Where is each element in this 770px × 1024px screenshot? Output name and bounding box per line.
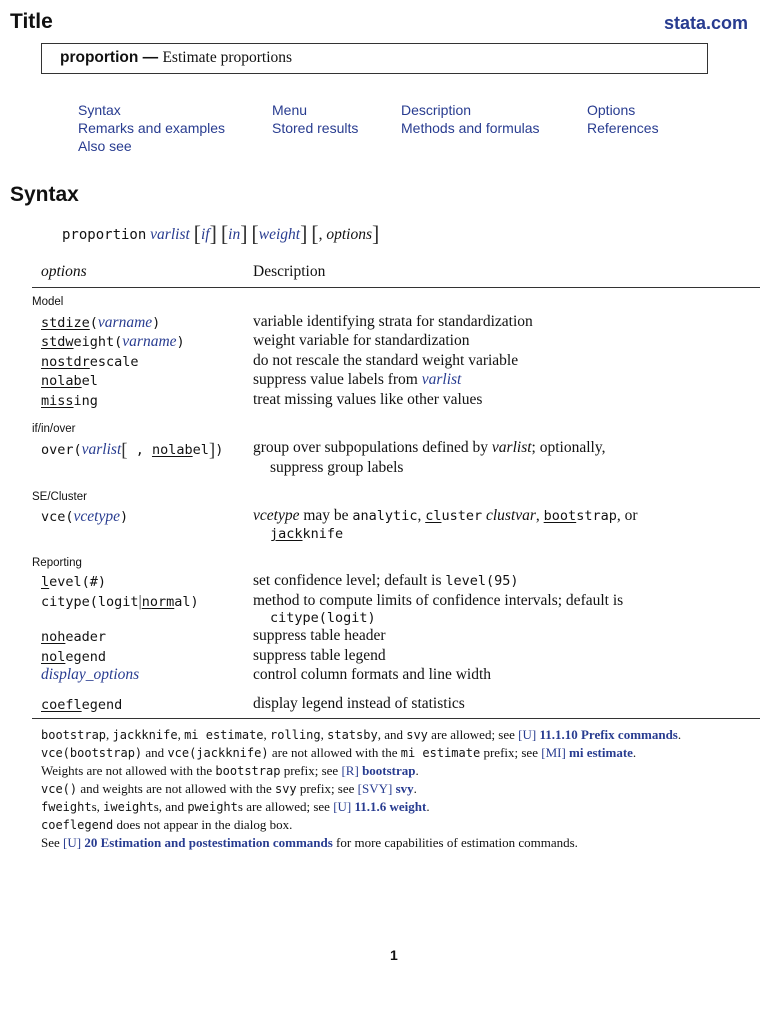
note-text: prefix; see — [280, 763, 342, 778]
desc-citype: method to compute limits of confidence intervals; default is — [253, 592, 624, 609]
bracket-close: ] — [372, 221, 380, 246]
title-box — [41, 43, 708, 74]
note-text: and weights are not allowed with the — [77, 781, 275, 796]
desc-abbrev: jack — [270, 526, 303, 542]
note-text: are not allowed with the — [268, 745, 401, 760]
bracket-open: [ — [193, 221, 201, 246]
desc-stdize: variable identifying strata for standardization — [253, 313, 533, 330]
note-mono: vce(jackknife) — [167, 746, 269, 760]
note-text: and — [142, 745, 168, 760]
note-text: . — [415, 763, 419, 778]
option-rest: egend — [65, 649, 107, 665]
option-missing — [41, 392, 98, 410]
option-rest: al) — [174, 594, 199, 610]
option-abbrev: stdize — [41, 315, 90, 331]
manual-ref-link[interactable]: [U] — [518, 727, 537, 742]
desc-coeflegend: display legend instead of statistics — [253, 695, 465, 712]
bootstrap-link[interactable]: bootstrap — [362, 763, 416, 778]
desc-text: , or — [616, 507, 638, 524]
prefix-commands-link[interactable]: 11.1.10 Prefix commands — [539, 727, 678, 742]
option-abbrev: nol — [41, 649, 66, 665]
toc-options-link[interactable]: Options — [587, 102, 636, 118]
option-rest: ( — [89, 315, 98, 331]
note-text: Weights are not allowed with the — [41, 763, 216, 778]
note-mono: bootstrap — [215, 764, 281, 778]
group-label-se-cluster: SE/Cluster — [32, 491, 87, 503]
note-text: . — [426, 799, 430, 814]
option-display-options-link[interactable]: display_options — [41, 666, 140, 683]
option-abbrev: stdw — [41, 334, 74, 350]
option-close: ) — [152, 315, 161, 331]
option-close: ) — [119, 509, 129, 525]
option-citype — [41, 593, 199, 611]
bracket-open: [ — [220, 221, 229, 246]
option-close: ) — [215, 442, 224, 458]
desc-analytic: analytic — [352, 508, 418, 524]
bracket-open: [ — [121, 440, 128, 461]
note-weights-bootstrap — [41, 763, 419, 779]
desc-noheader: suppress table header — [253, 627, 386, 644]
syntax-heading: Syntax — [10, 183, 79, 206]
desc-text: , — [417, 507, 426, 524]
title-dash: — — [138, 49, 163, 66]
syntax-comma: , — [318, 226, 323, 243]
option-abbrev: noh — [41, 629, 66, 645]
option-rest: escale — [89, 354, 139, 370]
syntax-varlist-link[interactable]: varlist — [150, 226, 190, 243]
note-mono: iweight — [103, 800, 154, 814]
note-text: . — [677, 727, 682, 742]
toc-references-link[interactable]: References — [587, 120, 659, 136]
option-abbrev: nolab — [151, 442, 193, 458]
desc-nostdrescale: do not rescale the standard weight variable — [253, 352, 519, 369]
mi-estimate-link[interactable]: mi estimate — [569, 745, 633, 760]
desc-text: ; optionally, — [531, 439, 606, 456]
table-footer-rule — [32, 718, 760, 719]
option-level — [41, 573, 106, 591]
syntax-line — [62, 221, 379, 247]
desc-over-line2: suppress group labels — [270, 459, 404, 476]
option-arg-link[interactable]: vcetype — [73, 508, 120, 525]
option-rest: eight( — [73, 334, 123, 350]
note-mono: bootstrap — [41, 728, 107, 742]
note-mono: coeflegend — [41, 818, 114, 832]
option-abbrev: nostdr — [41, 354, 90, 370]
option-comma: , — [127, 442, 152, 458]
varlist-link[interactable]: varlist — [421, 371, 462, 388]
note-see-also — [41, 835, 578, 851]
note-mono: vce() — [41, 782, 78, 796]
desc-vcetype: vcetype — [253, 507, 300, 524]
option-rest: citype(logit — [41, 594, 139, 610]
note-text: , — [263, 727, 271, 742]
desc-over — [253, 439, 605, 457]
desc-mono: uster — [441, 508, 483, 524]
note-mono: vce(bootstrap) — [41, 746, 143, 760]
option-over — [41, 440, 223, 462]
option-abbrev: l — [41, 574, 50, 590]
option-bar: | — [138, 593, 142, 610]
weight-link[interactable]: 11.1.6 weight — [354, 799, 427, 814]
option-rest: ing — [73, 393, 98, 409]
page-header-title: Title — [10, 10, 53, 33]
toc-stored-results-link[interactable]: Stored results — [272, 120, 359, 136]
desc-citype-line2 — [270, 609, 376, 627]
desc-abbrev: cl — [425, 508, 442, 524]
option-rest: el — [81, 373, 98, 389]
bracket-open: [ — [311, 221, 319, 246]
bracket-close: ] — [240, 221, 248, 246]
option-stdweight — [41, 333, 185, 351]
note-mono: fweight — [41, 800, 92, 814]
note-text: are allowed; see — [427, 727, 519, 742]
desc-clustvar: clustvar — [485, 507, 536, 524]
toc-description-link[interactable]: Description — [401, 102, 472, 118]
desc-nolegend: suppress table legend — [253, 647, 386, 664]
command-description: Estimate proportions — [162, 49, 293, 66]
note-vce-mi — [41, 745, 636, 761]
syntax-options: options — [326, 226, 373, 243]
note-text: does not appear in the dialog box. — [113, 817, 293, 832]
desc-level — [253, 572, 519, 590]
option-rest: eader — [65, 629, 107, 645]
note-text: prefix; see — [296, 781, 358, 796]
note-text: for more capabilities of estimation commands. — [332, 835, 578, 850]
note-mono: mi estimate — [400, 746, 481, 760]
estimation-commands-link[interactable]: 20 Estimation and postestimation commands — [84, 835, 333, 850]
option-vce — [41, 508, 128, 526]
desc-mono: strap — [576, 508, 617, 524]
note-mono: pweight — [187, 800, 238, 814]
column-header-description: Description — [253, 263, 326, 280]
desc-nolabel — [253, 371, 461, 389]
manual-ref-link[interactable]: [U] — [63, 835, 82, 850]
note-text: s, — [91, 799, 104, 814]
syntax-in-link[interactable]: in — [228, 226, 241, 243]
toc-remarks-link[interactable]: Remarks and examples — [78, 120, 226, 136]
desc-missing: treat missing values like other values — [253, 391, 483, 408]
page-number: 1 — [390, 947, 398, 963]
option-nolabel — [41, 372, 98, 390]
option-stdize — [41, 314, 160, 332]
note-text: , and — [377, 727, 407, 742]
desc-text: may be — [299, 507, 353, 524]
option-rest: el — [192, 442, 209, 458]
desc-mono: level(95) — [445, 573, 519, 589]
option-coeflegend — [41, 696, 122, 714]
manual-ref-link[interactable]: [R] — [341, 763, 359, 778]
option-arg-link[interactable]: varname — [122, 333, 177, 350]
note-text: . — [413, 781, 417, 796]
toc-also-see-link[interactable]: Also see — [78, 138, 132, 154]
syntax-weight-link[interactable]: weight — [258, 226, 301, 243]
toc-menu-link[interactable]: Menu — [272, 102, 308, 118]
desc-vce-line2 — [270, 525, 343, 543]
bracket-close: ] — [208, 440, 216, 461]
desc-varlist: varlist — [491, 439, 532, 456]
option-abbrev: miss — [41, 393, 74, 409]
desc-display-options: control column formats and line width — [253, 666, 492, 683]
desc-text: group over subpopulations defined by — [253, 439, 492, 456]
note-text: , — [320, 727, 328, 742]
desc-abbrev: boot — [543, 508, 577, 524]
note-text: s, and — [153, 799, 188, 814]
note-text: , — [106, 727, 113, 742]
command-name: proportion — [60, 49, 139, 66]
note-mono: svy — [274, 782, 297, 796]
option-noheader — [41, 628, 106, 646]
note-mono: svy — [406, 728, 428, 742]
toc-syntax-link[interactable]: Syntax — [78, 102, 121, 118]
note-mono: mi estimate — [184, 728, 264, 742]
note-mono: statsby — [327, 728, 378, 742]
syntax-command: proportion — [62, 227, 147, 243]
note-coeflegend — [41, 817, 292, 833]
desc-mono: citype(logit) — [270, 610, 376, 626]
option-abbrev: coefl — [41, 697, 82, 713]
note-prefixes — [41, 727, 681, 743]
option-arg-link[interactable]: varlist — [81, 441, 122, 458]
note-svy — [41, 781, 417, 797]
option-arg-link[interactable]: varname — [97, 314, 153, 331]
table-header-rule — [32, 287, 760, 288]
option-rest: egend — [81, 697, 123, 713]
manual-ref-link[interactable]: [MI] — [541, 745, 566, 760]
option-abbrev: norm — [141, 594, 175, 610]
group-label-ifinover: if/in/over — [32, 423, 76, 435]
desc-stdweight: weight variable for standardization — [253, 332, 470, 349]
note-mono: jackknife — [112, 728, 178, 742]
note-text: s are allowed; see — [237, 799, 334, 814]
option-rest: over( — [41, 442, 82, 458]
desc-text: set confidence level; default is — [253, 572, 446, 589]
option-nostdrescale — [41, 353, 139, 371]
note-weights-allowed — [41, 799, 430, 815]
note-text: See — [41, 835, 64, 850]
desc-text: suppress value labels from — [253, 371, 422, 388]
note-mono: rolling — [270, 728, 321, 742]
manual-ref-link[interactable]: [U] — [333, 799, 352, 814]
desc-vce — [253, 507, 638, 525]
stata-link[interactable]: stata.com — [663, 13, 748, 33]
note-text: , — [177, 727, 185, 742]
bracket-close: ] — [209, 221, 217, 246]
toc-methods-link[interactable]: Methods and formulas — [401, 120, 540, 136]
option-abbrev: nolab — [41, 373, 82, 389]
group-label-model: Model — [32, 296, 64, 308]
option-rest: evel(#) — [49, 574, 107, 590]
desc-mono: knife — [302, 526, 344, 542]
column-header-options: options — [41, 263, 87, 280]
group-label-reporting: Reporting — [32, 557, 82, 569]
desc-text: , — [535, 507, 544, 524]
bracket-close: ] — [300, 221, 308, 246]
note-text: prefix; see — [480, 745, 542, 760]
svy-link[interactable]: svy — [395, 781, 414, 796]
manual-ref-link[interactable]: [SVY] — [357, 781, 393, 796]
bracket-open: [ — [251, 221, 259, 246]
option-nolegend — [41, 648, 106, 666]
option-rest: vce( — [41, 509, 74, 525]
option-close: ) — [176, 334, 185, 350]
note-text: . — [632, 745, 637, 760]
syntax-if-link[interactable]: if — [201, 226, 210, 243]
